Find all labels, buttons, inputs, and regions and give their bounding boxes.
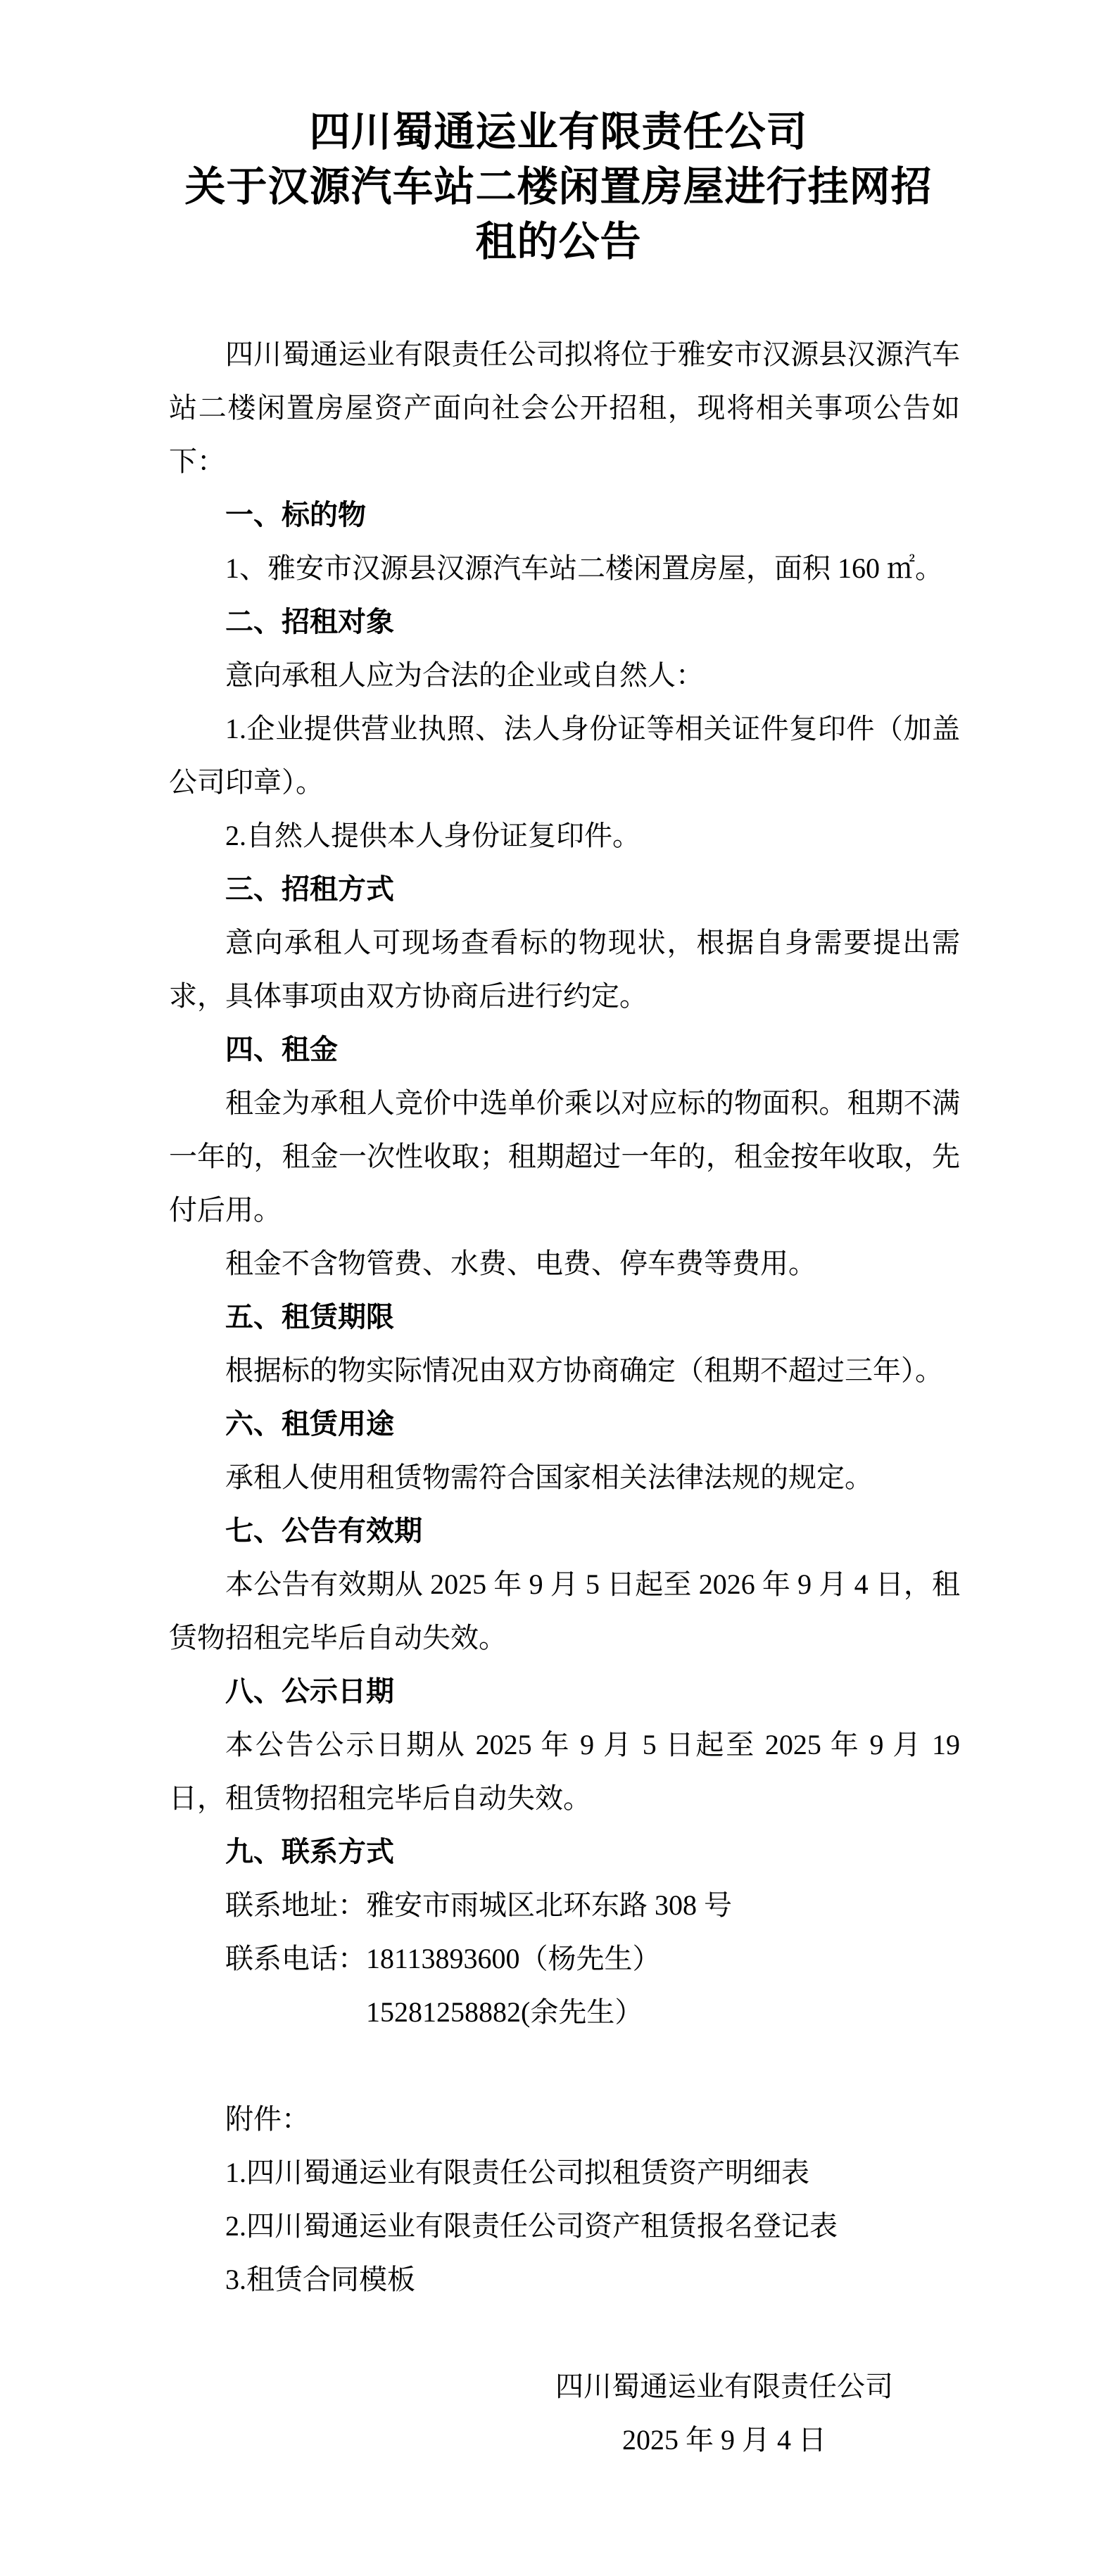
section-heading-1: 一、标的物 bbox=[225, 500, 366, 531]
section-4-paragraph: 租金为承租人竞价中选单价乘以对应标的物面积。租期不满一年的，租金一次性收取；租期超过一年的，租金按年收取，先付后用。 bbox=[169, 1087, 960, 1226]
attachment-item-2: 2.四川蜀通运业有限责任公司资产租赁报名登记表 bbox=[225, 2210, 838, 2242]
section-2-paragraph: 意向承租人应为合法的企业或自然人： bbox=[225, 659, 704, 691]
document-title bbox=[179, 105, 939, 269]
attachment-item-1: 1.四川蜀通运业有限责任公司拟租赁资产明细表 bbox=[225, 2157, 809, 2188]
title-company-line: 四川蜀通运业有限责任公司 bbox=[309, 109, 808, 155]
section-heading-8: 八、公示日期 bbox=[225, 1676, 394, 1707]
section-heading-3: 三、招租方式 bbox=[225, 874, 394, 905]
section-heading-6: 六、租赁用途 bbox=[225, 1409, 394, 1440]
section-4-paragraph: 租金不含物管费、水费、电费、停车费等费用。 bbox=[225, 1248, 816, 1279]
attachments-block bbox=[169, 2093, 960, 2307]
section-3-paragraph: 意向承租人可现场查看标的物现状，根据自身需要提出需求，具体事项由双方协商后进行约定。 bbox=[169, 927, 960, 1012]
signature-date: 2025 年 9 月 4 日 bbox=[622, 2424, 826, 2456]
attachment-item-3: 3.租赁合同模板 bbox=[225, 2264, 415, 2295]
section-heading-4: 四、租金 bbox=[225, 1034, 338, 1065]
section-heading-2: 二、招租对象 bbox=[225, 607, 394, 637]
contact-phone-2: 15281258882(余先生） bbox=[366, 1996, 643, 2028]
section-2-paragraph: 1.企业提供营业执照、法人身份证等相关证件复印件（加盖公司印章）。 bbox=[169, 713, 960, 798]
section-heading-5: 五、租赁期限 bbox=[225, 1302, 394, 1333]
title-subject-line: 关于汉源汽车站二楼闲置房屋进行挂网招租的公告 bbox=[184, 164, 933, 265]
section-5-paragraph: 根据标的物实际情况由双方协商确定（租期不超过三年）。 bbox=[225, 1354, 943, 1386]
signature-block bbox=[555, 2360, 893, 2467]
section-6-paragraph: 承租人使用租赁物需符合国家相关法律法规的规定。 bbox=[225, 1461, 873, 1493]
section-heading-7: 七、公告有效期 bbox=[225, 1516, 422, 1547]
section-1-paragraph: 1、雅安市汉源县汉源汽车站二楼闲置房屋，面积 160 ㎡。 bbox=[225, 552, 943, 584]
contact-phone-1: 联系电话：18113893600（杨先生） bbox=[225, 1943, 661, 1974]
section-heading-9: 九、联系方式 bbox=[225, 1836, 394, 1867]
section-2-paragraph: 2.自然人提供本人身份证复印件。 bbox=[225, 820, 640, 851]
contact-address: 联系地址：雅安市雨城区北环东路 308 号 bbox=[225, 1889, 732, 1921]
signature-company: 四川蜀通运业有限责任公司 bbox=[555, 2371, 893, 2402]
document-body bbox=[169, 328, 960, 2467]
section-7-paragraph: 本公告有效期从 2025 年 9 月 5 日起至 2026 年 9 月 4 日，租赁物招租完毕后自动失效。 bbox=[169, 1568, 960, 1654]
section-8-paragraph: 本公告公示日期从 2025 年 9 月 5 日起至 2025 年 9 月 19 日，租赁物招租完毕后自动失效。 bbox=[169, 1729, 960, 1814]
intro-paragraph: 四川蜀通运业有限责任公司拟将位于雅安市汉源县汉源汽车站二楼闲置房屋资产面向社会公开招租，现将相关事项公告如下： bbox=[169, 338, 960, 477]
attachments-label: 附件： bbox=[225, 2103, 310, 2135]
